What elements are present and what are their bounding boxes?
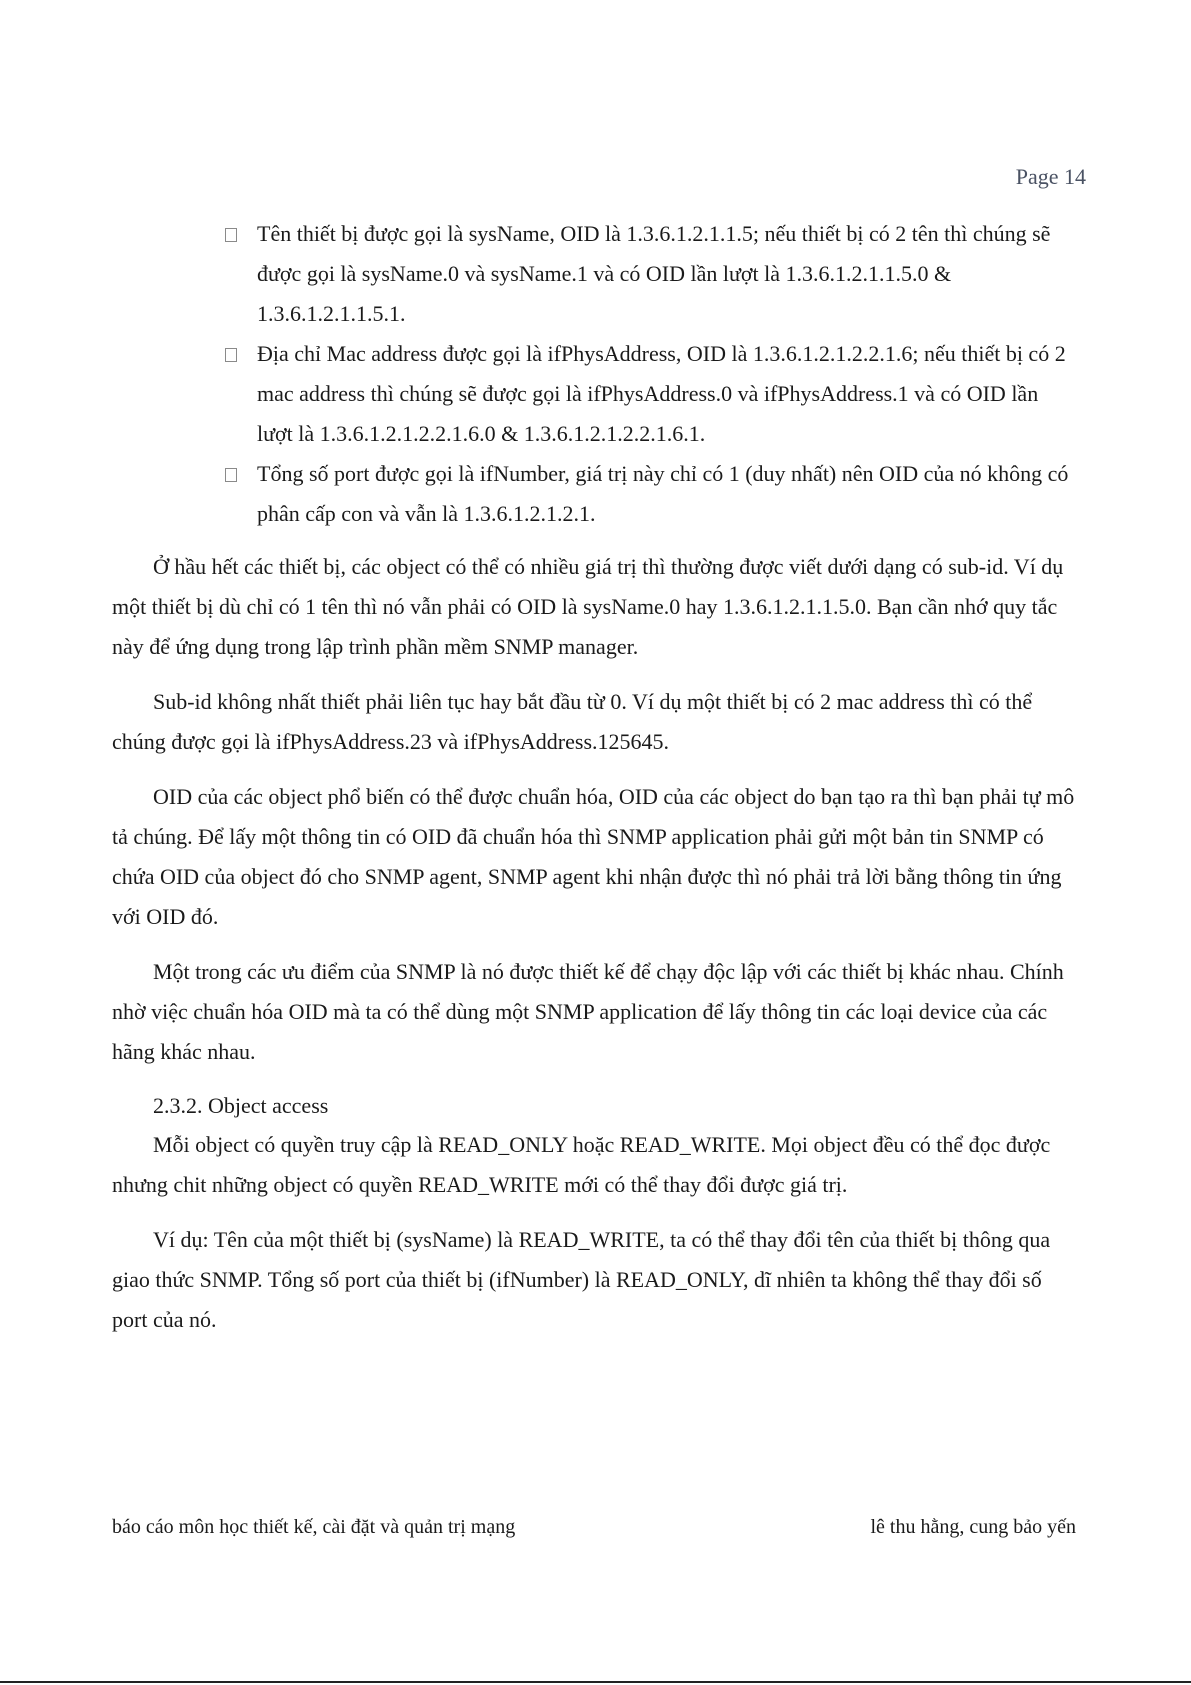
bullet-box-icon: [225, 228, 237, 242]
paragraph-access-example: Ví dụ: Tên của một thiết bị (sysName) là READ_WRITE, ta có thể thay đổi tên của thiết bị thông qua giao thức SNMP. Tổng số port của thiết bị (ifNumber) là READ_ONLY, dĩ nhiên ta không thể thay đổi số port của nó.: [112, 1227, 1051, 1332]
paragraph-snmp-advantage: Một trong các ưu điểm của SNMP là nó được thiết kế để chạy độc lập với các thiết bị khác nhau. Chính nhờ việc chuẩn hóa OID mà ta có thể dùng một SNMP application để lấy thông tin các loại device của các hãng khác nhau.: [112, 959, 1064, 1064]
list-item: [257, 454, 1076, 534]
section-heading: 2.3.2. Object access: [153, 1093, 329, 1118]
bottom-divider: [0, 1681, 1191, 1683]
paragraph-access-rights: Mỗi object có quyền truy cập là READ_ONLY hoặc READ_WRITE. Mọi object đều có thể đọc được nhưng chit những object có quyền READ_WRITE mới có thể thay đổi được giá trị.: [112, 1132, 1051, 1197]
footer-authors: lê thu hằng, cung bảo yến: [870, 1516, 1076, 1538]
paragraph-sub-id-continuity: Sub-id không nhất thiết phải liên tục hay bắt đầu từ 0. Ví dụ một thiết bị có 2 mac address thì có thể chúng được gọi là ifPhysAddress.23 và ifPhysAddress.125645.: [112, 689, 1033, 754]
footer-course-title: báo cáo môn học thiết kế, cài đặt và quản trị mạng: [112, 1516, 516, 1538]
list-item-text: Tổng số port được gọi là ifNumber, giá trị này chỉ có 1 (duy nhất) nên OID của nó không có phân cấp con và vẫn là 1.3.6.1.2.1.2.1.: [257, 461, 1069, 526]
list-item: [257, 334, 1076, 454]
paragraph-oid-standardization: OID của các object phổ biến có thể được chuẩn hóa, OID của các object do bạn tạo ra thì bạn phải tự mô tả chúng. Để lấy một thông tin có OID đã chuẩn hóa thì SNMP application phải gửi một bản tin SNMP có chứa OID của object đó cho SNMP agent, SNMP agent khi nhận được thì nó phải trả lời bằng thông tin ứng với OID đó.: [112, 784, 1075, 929]
bullet-list: [112, 214, 1076, 534]
list-item-text: Địa chỉ Mac address được gọi là ifPhysAddress, OID là 1.3.6.1.2.1.2.2.1.6; nếu thiết bị có 2 mac address thì chúng sẽ được gọi là ifPhysAddress.0 và ifPhysAddress.1 và có OID lần lượt là 1.3.6.1.2.1.2.2.1.6.0 & 1.3.6.1.2.1.2.2.1.6.1.: [257, 341, 1066, 446]
list-item-text: Tên thiết bị được gọi là sysName, OID là 1.3.6.1.2.1.1.5; nếu thiết bị có 2 tên thì chúng sẽ được gọi là sysName.0 và sysName.1 và có OID lần lượt là 1.3.6.1.2.1.1.5.0 & 1.3.6.1.2.1.1.5.1.: [257, 221, 1051, 326]
bullet-box-icon: [225, 468, 237, 482]
bullet-box-icon: [225, 348, 237, 362]
page-footer: [112, 1516, 1076, 1539]
paragraph-sub-id: Ở hầu hết các thiết bị, các object có thể có nhiều giá trị thì thường được viết dưới dạng có sub-id. Ví dụ một thiết bị dù chỉ có 1 tên thì nó vẫn phải có OID là sysName.0 hay 1.3.6.1.2.1.1.5.0. Bạn cần nhớ quy tắc này để ứng dụng trong lập trình phần mềm SNMP manager.: [112, 554, 1064, 659]
list-item: [257, 214, 1076, 334]
page-number: Page 14: [1015, 164, 1086, 189]
document-body: [112, 214, 1076, 1340]
